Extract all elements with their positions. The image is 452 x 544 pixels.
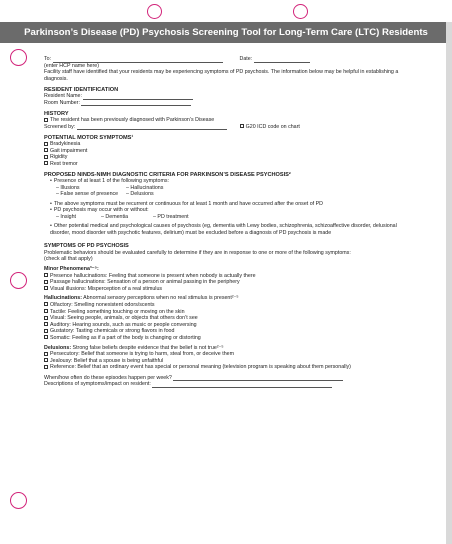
room-number-row <box>44 100 414 107</box>
delusion-item-label: Jealousy: Belief that a spouse is being unfaithful <box>50 357 164 364</box>
minor-item-label: Passage hallucinations: Sensation of a person or animal passing in the periphery <box>50 279 240 286</box>
motor-checkbox[interactable] <box>44 155 48 159</box>
screened-by-label: Screened by: <box>44 123 76 130</box>
intro-text: Facility staff have identified that your residents may be experiencing symptoms of PD psychosis. The information below may be helpful in establishing a diagnosis. <box>44 69 399 82</box>
top-strip <box>0 0 452 22</box>
delusion-item-label: Persecutory: Belief that someone is trying to harm, steal from, or deceive them <box>50 351 234 358</box>
resident-name-row <box>44 93 414 100</box>
minor-item <box>44 273 414 280</box>
criteria-bullet: • Other potential medical and psychological causes of psychosis (eg, dementia with Lewy bodies, schizophrenia, schizoaffective disorder, delusional disorder, mood disorder with psychotic features, delirium) must be excluded before a diagnosis of PD psychosis is made <box>44 223 414 236</box>
icd-checkbox[interactable] <box>240 124 244 128</box>
hallucination-checkbox[interactable] <box>44 302 48 306</box>
motor-item <box>44 161 414 168</box>
hallucinations-heading <box>44 295 414 302</box>
minor-item <box>44 286 414 293</box>
criteria-sub-item: – False sense of presence <box>56 191 119 198</box>
resident-heading: RESIDENT IDENTIFICATION <box>44 86 119 93</box>
delusion-item <box>44 358 414 365</box>
binder-hole-left-1 <box>10 49 27 66</box>
motor-item <box>44 141 414 148</box>
hallucination-item-label: Olfactory: Smelling nonexistent odors/scents <box>50 301 155 308</box>
frequency-label: When/how often do these episodes happen per week? <box>44 374 172 381</box>
room-number-field[interactable] <box>81 100 191 106</box>
minor-checkbox[interactable] <box>44 286 48 290</box>
criteria-sub-item: – PD treatment <box>153 213 189 220</box>
hallucination-item <box>44 335 414 342</box>
motor-item-label: Rigidity <box>50 154 68 161</box>
hallucination-checkbox[interactable] <box>44 316 48 320</box>
hallucination-item <box>44 309 414 316</box>
delusion-item <box>44 351 414 358</box>
hallucination-item-label: Somatic: Feeling as if a part of the body is changing or distorting <box>50 334 201 341</box>
criteria-bullet: • Presence of at least 1 of the following symptoms: <box>44 178 414 185</box>
minor-item <box>44 279 414 286</box>
description-label: Descriptions of symptoms/impact on resident: <box>44 381 151 388</box>
criteria-sub-row <box>44 185 414 192</box>
minor-label: Minor Phenomena³⁻⁵: <box>44 265 99 272</box>
hallucination-item <box>44 302 414 309</box>
symptoms-heading: SYMPTOMS OF PD PSYCHOSIS <box>44 243 129 250</box>
to-hint: (enter HCP name here) <box>44 62 99 69</box>
motor-item-label: Rest tremor <box>50 160 78 167</box>
delusion-item-label: Reference: Belief that an ordinary event has special or personal meaning (television program is speaking about them personally) <box>50 364 351 371</box>
hallucination-checkbox[interactable] <box>44 335 48 339</box>
page-title: Parkinson’s Disease (PD) Psychosis Screening Tool for Long-Term Care (LTC) Residents <box>0 22 452 43</box>
criteria-sub-item: – Insight <box>56 213 77 220</box>
criteria-sub-item: – Hallucinations <box>126 184 164 191</box>
criteria-sub-row <box>44 191 414 198</box>
symptoms-intro-note: (check all that apply) <box>44 256 93 263</box>
screened-by-row <box>44 124 414 131</box>
symptoms-intro: Problematic behaviors should be evaluated carefully to determine if they are in response to one or more of the following symptoms: <box>44 249 351 256</box>
binder-hole-top-left <box>147 4 162 19</box>
room-number-label: Room Number: <box>44 99 80 106</box>
criteria-sub-row <box>44 214 414 221</box>
to-field[interactable] <box>53 57 223 63</box>
to-label: To: <box>44 56 52 62</box>
motor-checkbox[interactable] <box>44 148 48 152</box>
motor-checkbox[interactable] <box>44 161 48 165</box>
hallucination-item <box>44 328 414 335</box>
delusion-checkbox[interactable] <box>44 352 48 356</box>
criteria-sub-item: – Illusions <box>56 184 80 191</box>
delusion-checkbox[interactable] <box>44 358 48 362</box>
delusions-heading <box>44 345 414 352</box>
criteria-bullet: • The above symptoms must be recurrent or continuous for at least 1 month and have occurred after the onset of PD <box>44 201 414 208</box>
description-row <box>44 381 414 388</box>
screened-by-field[interactable] <box>77 124 227 130</box>
minor-checkbox[interactable] <box>44 273 48 277</box>
to-line <box>44 56 414 63</box>
history-checkbox[interactable] <box>44 118 48 122</box>
icd-label: G20 ICD code on chart <box>245 123 300 130</box>
hallucination-item-label: Tactile: Feeling something touching or moving on the skin <box>50 308 185 315</box>
motor-item <box>44 148 414 155</box>
minor-item-label: Presence hallucinations: Feeling that someone is present when nobody is actually there <box>50 272 256 279</box>
motor-checkbox[interactable] <box>44 142 48 146</box>
resident-name-label: Resident Name: <box>44 93 82 100</box>
hallucination-item-label: Auditory: Hearing sounds, such as music or people conversing <box>50 321 197 328</box>
hallucination-item-label: Visual: Seeing people, animals, or objects that others don’t see <box>50 315 198 322</box>
frequency-row <box>44 375 414 382</box>
page-edge-shadow <box>446 22 452 544</box>
binder-hole-left-3 <box>10 492 27 509</box>
hallucinations-label: Hallucinations: <box>44 295 82 302</box>
hallucination-item <box>44 322 414 329</box>
form-content <box>44 56 414 388</box>
criteria-sub-item: – Dementia <box>101 213 129 220</box>
hallucinations-definition: Abnormal sensory perceptions when no real stimulus is present²⁻⁵ <box>81 295 239 302</box>
binder-hole-left-2 <box>10 272 27 289</box>
motor-item-label: Bradykinesia <box>50 141 81 148</box>
hallucination-item-label: Gustatory: Tasting chemicals or strong flavors in food <box>50 328 175 335</box>
minor-checkbox[interactable] <box>44 280 48 284</box>
motor-item <box>44 154 414 161</box>
motor-item-label: Gait impairment <box>50 147 88 154</box>
hallucination-item <box>44 315 414 322</box>
resident-name-field[interactable] <box>83 94 193 100</box>
delusion-checkbox[interactable] <box>44 365 48 369</box>
history-item-label: The resident has been previously diagnosed with Parkinson’s Disease <box>50 117 215 124</box>
history-heading: HISTORY <box>44 110 69 117</box>
minor-item-label: Visual illusions: Misperception of a real stimulus <box>50 285 163 292</box>
date-label: Date: <box>239 56 253 62</box>
date-field[interactable] <box>254 57 310 63</box>
delusions-definition: Strong false beliefs despite evidence that the belief is not true²⁻⁵ <box>71 344 224 351</box>
criteria-bullet: • PD psychosis may occur with or without: <box>44 207 414 214</box>
description-field[interactable] <box>152 382 332 388</box>
criteria-sub-item: – Delusions <box>126 191 154 198</box>
delusion-item <box>44 364 414 371</box>
criteria-heading: PROPOSED NINDS-NIMH DIAGNOSTIC CRITERIA FOR PARKINSON’S DISEASE PSYCHOSIS² <box>44 171 291 178</box>
history-item <box>44 117 414 124</box>
delusions-label: Delusions: <box>44 344 72 351</box>
hallucination-checkbox[interactable] <box>44 309 48 313</box>
hallucination-checkbox[interactable] <box>44 322 48 326</box>
binder-hole-top-right <box>293 4 308 19</box>
hallucination-checkbox[interactable] <box>44 329 48 333</box>
motor-heading: POTENTIAL MOTOR SYMPTOMS¹ <box>44 134 134 141</box>
